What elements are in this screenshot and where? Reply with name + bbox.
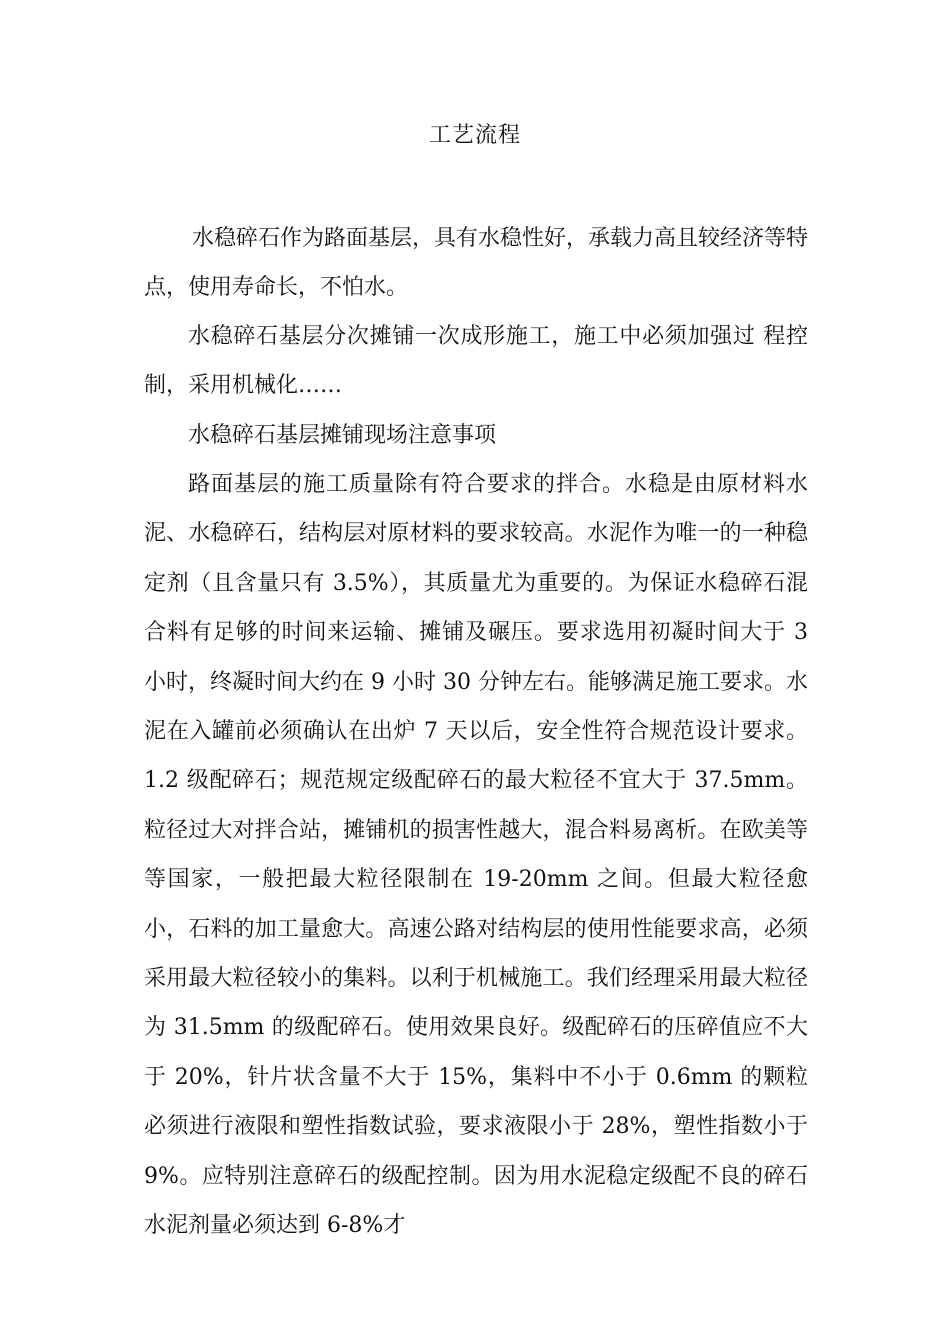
page-title: 工艺流程 — [428, 123, 521, 148]
paragraph-intro: 水稳碎石作为路面基层，具有水稳性好，承载力高且较经济等特点，使用寿命长，不怕水。 — [144, 226, 809, 301]
paragraph-construction: 水稳碎石基层分次摊铺一次成形施工，施工中必须加强过 程控制，采用机械化…… — [144, 324, 808, 399]
paragraph-materials: 路面基层的施工质量除有符合要求的拌合。水稳是由原材料水泥、水稳碎石，结构层对原材料的要求较高。水泥作为唯一的一种稳定剂（且含量只有 3.5%），其质量尤为重要的。为保证水稳碎石混合料有足够的时间来运输、摊铺及碾压。要求选用初凝时间大于 3 小时，终凝时间大约在 9 小时 30 分钟左右。能够满足施工要求。水泥在入罐前必须确认在出炉 7 天以后，安全性符合规范设计要求。1.2 级配碎石；规范规定级配碎石的最大粒径不宜大于 37.5mm。粒径过大对拌合站，摊铺机的损害性越大，混合料易离析。在欧美等等国家，一般把最大粒径限制在 19-20mm 之间。但最大粒径愈小，石料的加工量愈大。高速公路对结构层的使用性能要求高，必须采用最大粒径较小的集料。以利于机械施工。我们经理采用最大粒径为 31.5mm 的级配碎石。使用效果良好。级配碎石的压碎值应不大于 20%，针片状含量不大于 15%，集料中不小于 0.6mm 的颗粒必须进行液限和塑性指数试验，要求液限小于 28%，塑性指数小于 9%。应特别注意碎石的级配控制。因为用水泥稳定级配不良的碎石水泥剂量必须达到 6-8%才 — [144, 472, 808, 1239]
section-heading-notes: 水稳碎石基层摊铺现场注意事项 — [188, 423, 497, 448]
